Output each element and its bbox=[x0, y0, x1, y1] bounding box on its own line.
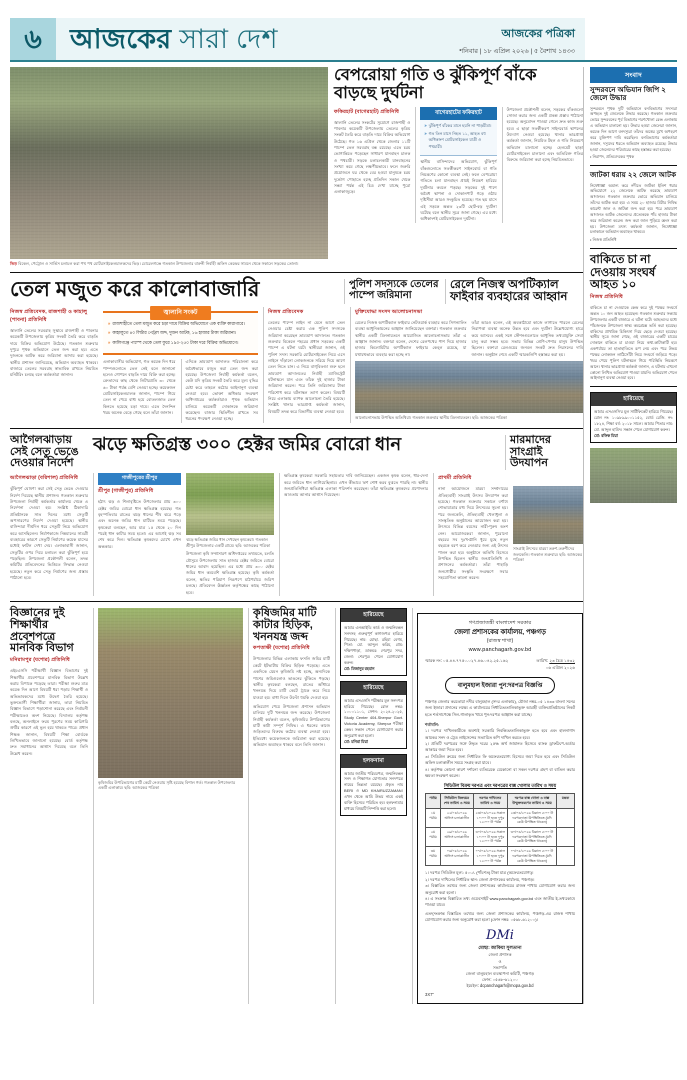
notice-table bbox=[425, 793, 575, 866]
notice-closing: এতদ্‌সংক্রান্ত বিস্তারিত তথ্যের জন্য জেলা প্রশাসকের কার্যালয়, পঞ্চগড়-এর রাজস্ব শাখায় যোগাযোগ করার জন্য অনুরোধ করা হলো (ফোন নম্বর: ০৫৬৮-৬১২০০)। bbox=[425, 910, 575, 923]
classified-header: হারিয়েছে bbox=[341, 609, 406, 622]
condition-text: সিডিউল ক্রয়ের জন্য নির্ধারিত ফি অফেরতযোগ্য হিসেবে জমা দিতে হবে এবং সিডিউল অফিস চলাকালীন সময়ে সংগ্রহ করা যাবে। bbox=[425, 753, 575, 766]
sidebar-story-1-bullet: • নিরাপদ, প্রতিবেদকের পৃথক bbox=[590, 154, 635, 160]
middle-row-section bbox=[10, 435, 583, 596]
rail-col bbox=[350, 307, 583, 423]
notice-footer bbox=[425, 992, 575, 997]
masthead-title-light: সারা দেশ bbox=[179, 23, 278, 54]
cell-phase: ১ম পর্যায় bbox=[426, 808, 441, 827]
sidebar-bullet-text: নিজস্ব প্রতিনিধি bbox=[592, 237, 617, 243]
paddy-story-body-3: ক্ষতিগ্রস্ত কৃষকেরা সরকারি সহায়তার দাবি জানিয়েছেন। একজন কৃষক বলেন, ধার-দেনা করে জমিতে ধান লাগিয়েছিলাম। এখন কীভাবে ঋণ শোধ করব বুঝতে পারছি না। স্থানীয় জনপ্রতিনিধিরা ক্ষতিগ্রস্ত এলাকা পরিদর্শন করেছেন। তাঁরা ক্ষতিগ্রস্ত কৃষকদের প্রণোদনার আওতায় আনার আশ্বাস দিয়েছেন। bbox=[284, 473, 428, 498]
soil-col-1 bbox=[248, 608, 330, 1004]
soil-story-headline: কৃষিজমির মাটি কাটার হিড়িক, খননযন্ত্র জব্দ bbox=[253, 606, 317, 643]
notice-date-bn: ২৩ চৈত্র ১৪৩২ bbox=[549, 657, 575, 663]
right-sidebar bbox=[583, 67, 677, 1004]
table-row bbox=[426, 828, 575, 847]
top-story-body-1: জ্বালানি তেলের সংকটের সুযোগে রাজশাহী ও পাবনার কয়েকটি উপজেলায় তেলের কৃত্রিম সংকট তৈরি করে বাড়তি দামে বিক্রির অভিযোগ উঠেছে। গত ১৬ এপ্রিল থেকে জেলার ১১টি পাম্পে তেল সরবরাহ বন্ধ রয়েছে। এতে চরম ভোগান্তিতে পড়েছেন সাধারণ যানবাহন চালক ও পথচারী। সড়কে চলাচলকারী যানবাহনের সংখ্যা কমে গেছে লক্ষণীয়ভাবে। ফলে জরুরি প্রয়োজনে ঘর থেকে বের হওয়া মানুষকে চরম দুর্ভোগ পোহাতে হচ্ছে প্রতিদিন সকাল থেকে সন্ধ্যা পর্যন্ত এই চিত্র দেখা যাচ্ছে পুরো এলাকাজুড়ে। bbox=[334, 119, 411, 195]
marma-story-headline: মারমাদের সাংগ্রাই উদযাপন bbox=[510, 433, 551, 470]
cell-submission: ০৭/০৫/২০২৬ সকাল ১০:০০ টা হতে দুপুর ১২:০০ টা পর্যন্ত bbox=[473, 847, 507, 866]
page-number: ৬ bbox=[10, 18, 56, 60]
divider-b bbox=[10, 428, 583, 429]
rail-story-head bbox=[445, 279, 583, 304]
notice-branch: (রাজস্ব শাখা) bbox=[486, 637, 514, 644]
sidebar-divider-1 bbox=[590, 165, 677, 166]
cell-phase: ২য় পর্যায় bbox=[426, 828, 441, 847]
main-columns bbox=[10, 67, 583, 1004]
notice-condition: ১। দরপত্র দাখিলকারীকে অবশ্যই সরকারি নিবন্ধিত/তালিকাভুক্ত হতে হবে এবং হালনাগাদ আয়কর সনদ ও ট্রেড লাইসেন্সের সত্যায়িত কপি দাখিল করতে হবে। bbox=[425, 728, 575, 740]
oil-callout-bullet bbox=[108, 340, 253, 346]
crowd-photo bbox=[10, 67, 328, 259]
top-story-section bbox=[10, 67, 583, 267]
rail-event-photo bbox=[355, 361, 583, 413]
soil-photo-caption: কৃষিজমির উপরিভাগের মাটি কেটে নেওয়ায় সৃষ্টি হয়েছে বিশাল গর্ত। গতকাল উপজেলার একটি এলাকায়। ছবি: আজকের পত্রিকা bbox=[98, 779, 236, 791]
bridge-col bbox=[10, 473, 88, 596]
sidebar-story-2-body: নিষেধাজ্ঞা অমান্য করে নদীতে জাটকা ইলিশ ধরার অভিযোগে ২২ জেলেকে আটক করেছে ভ্রাম্যমাণ আদালত। গতকাল শুক্রবার ভোরে অভিযান চালিয়ে তাঁদের আটক করা হয়। এ সময় ২০ হাজার মিটার নিষিদ্ধ কারেন্ট জাল ও জাটকা জব্দ করা হয়। পরে ভ্রাম্যমাণ আদালত আটক জেলেদের প্রত্যেককে পাঁচ হাজার টাকা করে জরিমানা করেন। জব্দ করা জাল পুড়িয়ে ধ্বংস করা হয়। উপজেলা মৎস্য কর্মকর্তা জানান, নিষেধাজ্ঞা চলাকালে অভিযান অব্যাহত থাকবে। bbox=[590, 182, 677, 235]
table-header-row bbox=[426, 794, 575, 808]
rail-story-body-1: রেলের নিজস্ব অপটিক্যাল ফাইবার নেটওয়ার্ক ব্যবহার করে সিগন্যালিং ব্যবস্থা আধুনিকায়নের আহ্বান জানিয়েছেন বক্তারা। গতকাল শুক্রবার স্থানীয় একটি মিলনায়তনে আয়োজিত আলোচনাসভায় তাঁরা এ আহ্বান জানান। বক্তারা বলেন, দেশের রেলপথের পাশ দিয়ে হাজার হাজার কিলোমিটার অপটিক্যাল ফাইবার কেব্‌ল রয়েছে, যা যথাযথভাবে ব্যবহার করা হচ্ছে না। bbox=[355, 319, 467, 357]
conditions-title: শর্তাবলি: bbox=[425, 721, 440, 727]
bridge-story-byline: আগৈলঝাড়া (বরিশাল) প্রতিনিধি bbox=[10, 475, 79, 482]
classified-header: হলফনামা bbox=[341, 755, 406, 768]
top-story-text-block bbox=[334, 67, 583, 267]
caption-text: বিকেল, পেট্রোল ও সার্ভিস চলাচল করা পথ পথ মোটরসাইকেলচালকদের ভিড়। মোরেলগঞ্জে গতকাল উপজেলার বারুনী নির্বাহী অফিস কেন্দ্রের সামনে থেকে সকালে সড়কের তোলা। bbox=[18, 261, 299, 266]
masthead-brand-block bbox=[459, 18, 585, 60]
marma-col bbox=[433, 473, 583, 596]
th-submission: দরপত্র দাখিলের তারিখ ও সময় bbox=[473, 794, 507, 808]
notice-size-mark: 3X7" bbox=[425, 992, 434, 998]
th-phase: পর্যায় bbox=[426, 794, 441, 808]
marma-head bbox=[505, 435, 583, 471]
police-story-body: তেলের পাম্পে লাইন না মেনে আগে তেল নেওয়ার চেষ্টা করায় এক পুলিশ সদস্যকে জরিমানা করেছেন ভ্রাম্যমাণ আদালত। গতকাল শুক্রবার বিকেলে শহরের প্রধান সড়কের একটি পাম্পে এ ঘটনা ঘটে। স্থানীয়রা জানান, ওই পুলিশ সদস্য সরকারি মোটরসাইকেল নিয়ে এসে লাইনে দাঁড়ানো লোকজনকে সরিয়ে দিয়ে আগে তেল নিতে চান। এ নিয়ে বাগ্‌বিতণ্ডা শুরু হলে ভ্রাম্যমাণ আদালতের নির্বাহী ম্যাজিস্ট্রেট ঘটনাস্থলে যান এবং তাঁকে দুই হাজার টাকা জরিমানা করেন। পরে তিনি জরিমানার টাকা পরিশোধ করে ঘটনাস্থল ত্যাগ করেন। বিষয়টি নিয়ে এলাকায় ব্যাপক আলোচনা তৈরি হয়েছে। সংশ্লিষ্ট থানার ভারপ্রাপ্ত কর্মকর্তা জানান, বিষয়টি তদন্ত করে বিভাগীয় ব্যবস্থা নেওয়া হবে। bbox=[268, 319, 345, 414]
notice-footnote: ৪। এ সংক্রান্ত বিস্তারিত তথ্য ওয়েবসাইট www.panchagarh.gov.bd এবং জাতীয় ই-তথ্যকোষে পাওয়া যাবে। bbox=[425, 895, 576, 908]
top-story-col-3 bbox=[502, 107, 583, 223]
callout-bullet-text: » গত তিন মাসে নিহত ১১, আহত বহু অধিকাংশ মোটরসাইকেল যাত্রী ও পথচারী। bbox=[428, 131, 486, 149]
cell-schedule: ০৬/০৫/২০২৬ অফিস চলাকালীন bbox=[440, 847, 473, 866]
oil-callout-col bbox=[103, 307, 258, 423]
table-row bbox=[426, 808, 575, 827]
notice-condition: ৩। সিডিউল ক্রয়ের জন্য নির্ধারিত ফি অফেরতযোগ্য হিসেবে জমা দিতে হবে এবং সিডিউল অফিস চলাকালীন সময়ে সংগ্রহ করা যাবে। bbox=[425, 753, 575, 766]
callout-header: বাগেরহাটের ফকিরহাট bbox=[420, 109, 496, 120]
th-opening: দরপত্র বাক্স খোলা ও বাক্স উন্মুক্তকরণের তারিখ ও সময় bbox=[507, 794, 556, 808]
science-story-body: এইচএসসি পরীক্ষার্থী বিজ্ঞান বিভাগের দুই শিক্ষার্থীর প্রবেশপত্রে মানবিক বিভাগ উল্লেখ করায় বিপাকে পড়েছে তারা। পরীক্ষা শুরুর মাত্র কয়েক দিন আগে বিষয়টি ধরা পড়ায় শিক্ষার্থী ও অভিভাবকদের মধ্যে উদ্বেগ তৈরি হয়েছে। ভুক্তভোগী শিক্ষার্থীরা জানায়, তারা নিয়মিত বিজ্ঞান বিভাগে পড়াশোনা করেছে এবং নির্বাচনী পরীক্ষাতেও অংশ নিয়েছে। বিদ্যালয় কর্তৃপক্ষ বলছে, অনলাইনে ফরম পূরণের সময় কারিগরি ত্রুটির কারণে এই ভুল হয়ে থাকতে পারে। প্রধান শিক্ষক জানান, বিষয়টি শিক্ষা বোর্ডকে লিখিতভাবে জানানো হয়েছে। বোর্ড কর্তৃপক্ষ দ্রুত সমাধানের আশ্বাস দিয়েছে বলে তিনি উল্লেখ করেন। bbox=[10, 668, 88, 756]
marma-photo-caption: সাংগ্রাই উৎসবে মারমা তরুণ-তরুণীদের জলকেলি। গতকাল শুক্রবার। ছবি: আজকের পত্রিকা bbox=[513, 546, 583, 563]
top-story-col-1 bbox=[334, 107, 410, 223]
soil-pit-photo bbox=[98, 608, 243, 778]
soil-story-body-2: অভিযোগ পেয়ে উপজেলা প্রশাসন অভিযান চালিয়ে দুটি খননযন্ত্র জব্দ করেছে। উপজেলা নির্বাহী কর্মকর্তা বলেন, কৃষিজমির উপরিভাগের মাটি কাটা সম্পূর্ণ নিষিদ্ধ। এ ধরনের কাজে জড়িতদের বিরুদ্ধে কঠোর ব্যবস্থা নেওয়া হবে। ইতিমধ্যে কয়েকজনকে জরিমানা করা হয়েছে। অভিযান অব্যাহত থাকবে বলে তিনি জানান। bbox=[253, 703, 330, 747]
oil-story-body-2: এলাকাবাসীর অভিযোগ, গত কয়েক দিন ধরে পাম্পগুলোতে তেল নেই বলে জানানো হলেও গোপনে বাড়তি দামে বিক্রি করা হচ্ছে। ক্রেতাদের কাছ থেকে লিটারপ্রতি ৩০ থেকে ৬০ টাকা পর্যন্ত বেশি নেওয়া হচ্ছে। কয়েকজন মোটরসাইকেলচালক জানান, পাম্পে গিয়ে তেল না পেয়ে বাধ্য হয়ে বোতলজাত তেল কিনতে হয়েছে চড়া দামে। এতে দৈনন্দিন খরচ অনেক বেড়ে গেছে বলে তাঁরা জানান। bbox=[103, 359, 176, 415]
paddy-col-3 bbox=[279, 473, 428, 596]
oil-story-byline: নিজস্ব প্রতিবেদক, রাজশাহী ও কাহালু (পাবনা) প্রতিনিধি bbox=[10, 308, 88, 323]
notice-meta bbox=[425, 658, 575, 672]
top-story-columns bbox=[334, 107, 583, 223]
callout-bullet-text: » ঝুঁকিপূর্ণ বাঁকের মানে হয়নি না পাড়চীমা। bbox=[428, 122, 492, 128]
sidebar-classified-body: আমার এসএসসি'র মূল সার্টিফিকেট হারিয়ে গিয়েছে। রোল নং: ১০৯৮৯৯০০১১৫২, বোর্ড রেজি. নং: ১৮২৪, শিক্ষা বর্ষ: ২০১৮ সালে। আমার পিতার নাম: মো. আব্দুল হামিদ। সন্ধান পেলে যোগাযোগ করুন। bbox=[594, 409, 673, 432]
issue-date: শনিবার | ১৮ এপ্রিল ২০২৬ | ৫ বৈশাখ ১৪৩৩ bbox=[459, 48, 575, 55]
notice-footnote: ১। দরপত্র সিডিউল মূল্য: ৫০০/- (পাঁচশত) টাকা মাত্র (অফেরতযোগ্য)। bbox=[425, 870, 534, 876]
th-schedule: সিডিউল বিক্রয়ের শেষ তারিখ ও সময় bbox=[440, 794, 473, 808]
masthead-title-wrap bbox=[56, 18, 459, 60]
soil-story-byline: কপতাক্ষী (যশোর) প্রতিনিধি bbox=[253, 645, 310, 652]
date-label: তারিখ: bbox=[536, 657, 549, 663]
science-story-headline: বিজ্ঞানের দুই শিক্ষার্থীর প্রবেশপত্রে মানবিক বিভাগ bbox=[10, 606, 74, 655]
condition-text: প্রতিটি দরপত্রের সঙ্গে উদ্ধৃত দরের ২৫% অর্থ জামানত হিসেবে ব্যাংক ড্রাফট/পে-অর্ডার আকারে জমা দিতে হবে। bbox=[425, 741, 575, 753]
bridge-story-headline: আগৈলঝাড়ায় সেই সেতু ভেঙে দেওয়ার নির্দেশ bbox=[10, 433, 79, 470]
condition-text: কর্তৃপক্ষ কোনো কারণ দর্শানো ব্যতিরেকে যেকোনো বা সকল দরপত্র গ্রহণ বা বাতিল করার ক্ষমতা সংরক্ষণ করেন। bbox=[425, 766, 575, 779]
caption-tag: ভিড় bbox=[10, 261, 17, 266]
page-content bbox=[10, 67, 677, 1004]
signature-role-3: জেলা বালুমহাল ব্যবস্থাপনা কমিটি, পঞ্চগড় bbox=[465, 970, 535, 976]
notice-memo bbox=[425, 658, 508, 672]
signature-phone: ফোন: ০৫৬৮-৬১২০০ bbox=[482, 977, 518, 983]
notice-date-en: ০৬ এপ্রিল ২০২৬ bbox=[545, 664, 575, 670]
government-notice bbox=[417, 613, 583, 1004]
bottom-row bbox=[10, 608, 583, 1004]
cell-opening: ২৩/০৪/২০২৬ বিকাল ৫:০০ টা দরপত্রদাতা উপস্থিতিতে (যদি কেউ উপস্থিত থাকেন) bbox=[507, 808, 556, 827]
marma-event-photo bbox=[513, 486, 583, 544]
oil-callout-header: জ্বালানি সংকট bbox=[150, 306, 212, 320]
classifieds-col bbox=[335, 608, 407, 1004]
paddy-story-headline: ঝড়ে ক্ষতিগ্রস্ত ৩০০ হেক্টর জমির বোরো ধান bbox=[93, 433, 402, 454]
notice-condition: ২। প্রতিটি দরপত্রের সঙ্গে উদ্ধৃত দরের ২৫% অর্থ জামানত হিসেবে ব্যাংক ড্রাফট/পে-অর্ডার আকারে জমা দিতে হবে। bbox=[425, 741, 575, 753]
oil-story-columns bbox=[10, 307, 583, 423]
oil-bullet-text: » কাহালুতে ৪০ লিটার পেট্রল জব্দ, দুজন আটক, ১৬ হাজার টাকা জরিমানা। bbox=[112, 330, 237, 336]
rail-story-headline: রেলে নিজস্ব অপটিক্যাল ফাইবার ব্যবহারের আহ্বান bbox=[450, 278, 568, 304]
oil-callout-bullet bbox=[108, 330, 253, 336]
signature-and: ও bbox=[498, 958, 502, 964]
classified-contact: মো: মিজানুর রহমান bbox=[344, 665, 375, 671]
police-story-head bbox=[344, 279, 440, 304]
paddy-story-body-2: উপজেলা কৃষি সম্প্রসারণ অধিদপ্তরের তথ্যমতে, চলতি মৌসুমে উপজেলায় সাত হাজার হেক্টর জমিতে বোরো ধানের আবাদ হয়েছিল। এর মধ্যে প্রায় ৩০০ হেক্টর জমির ধান কমবেশি ক্ষতিগ্রস্ত হয়েছে। কৃষি কর্মকর্তা বলেন, ক্ষতির পরিমাণ নিরূপণে মাঠপর্যায়ে জরিপ চলছে। প্রতিবেদন ঊর্ধ্বতন কর্তৃপক্ষের কাছে পাঠানো হবে। bbox=[186, 551, 274, 595]
top-story-caption bbox=[10, 261, 328, 267]
science-story-byline: মনিরামপুর (যশোর) প্রতিনিধি bbox=[10, 657, 70, 664]
middle-body-row bbox=[10, 473, 583, 596]
classified-body: আমার এসএসসি পরীক্ষার মূল সনদপত্র হারিয়ে গিয়েছে। রোল নম্বর: ১০০০১১০১, সেশন: ২০২৪-২০২৫, Study Center 404-Sherpur Govt. Victoria Academy, Sherpur পরীক্ষা কেন্দ্র। সন্ধান পেলে যোগাযোগ করার অনুরোধ করা হলো। bbox=[344, 697, 403, 738]
police-story-headline: পুলিশ সদস্যকে তেলের পাম্পে জরিমানা bbox=[349, 278, 439, 301]
top-story-callout bbox=[420, 107, 496, 157]
oil-bullet-text: » রাজশাহীতে তেল মজুত করে চড়া দামে বিক্রির অভিযোগে এক ব্যক্তি কারাগারে। bbox=[112, 320, 245, 326]
callout-bullet bbox=[424, 123, 492, 129]
rail-photo-caption: আলোচনাসভায় উপস্থিত অতিথিরা। গতকাল শুক্রবার স্থানীয় মিলনায়তনে। ছবি: আজকের পত্রিকা bbox=[355, 414, 507, 420]
middle-head-row bbox=[10, 435, 583, 471]
cell-submission: ৩০/০৪/২০২৬ সকাল ১০:০০ টা হতে দুপুর ১২:০০ টা পর্যন্ত bbox=[473, 828, 507, 847]
science-col bbox=[10, 608, 88, 1004]
callout-bullet bbox=[424, 131, 492, 149]
notice-table-title: সিডিউল বিক্রয় দরপত্র এবং দরপত্রের বাক্স খোলার তারিখ ও সময় bbox=[443, 783, 557, 789]
paddy-head bbox=[93, 435, 500, 471]
classified-body: আমার জাতীয় পরিচয়পত্র, জন্মনিবন্ধন সনদ ও শিক্ষাগত যোগ্যতার সনদপত্রে নামের ভিন্নতা রয়েছে। প্রকৃত নাম BERI ও MD KHAIRUZZAMAN। এখন থেকে আমি উভয় নামে একই ব্যক্তি হিসেবে পরিচিত হব। হলফনামার মাধ্যমে বিষয়টি নিষ্পত্তি করা হলো। bbox=[344, 770, 403, 811]
tea-story-body: বাকিতে চা না দেওয়াকে কেন্দ্র করে দুই পক্ষের সংঘর্ষে অন্তত ১০ জন আহত হয়েছেন। গতকাল শুক্রবার সন্ধ্যায় উপজেলার একটি বাজারে এ ঘটনা ঘটে। আহতদের মধ্যে পাঁচজনকে উপজেলা স্বাস্থ্য কমপ্লেক্সে ভর্তি করা হয়েছে। বাকিদের প্রাথমিক চিকিৎসা দিয়ে ছেড়ে দেওয়া হয়েছে। স্থানীয় সূত্রে জানা গেছে, ওই বাজারের একটি চায়ের দোকানে বাকিতে চা চাওয়া নিয়ে কথা-কাটাকাটি হয়। একপর্যায়ে তা হাতাহাতিতে রূপ নেয় এবং পরে উভয় পক্ষের লোকজন লাঠিসোঁটা নিয়ে সংঘর্ষে জড়িয়ে পড়ে। খবর পেয়ে পুলিশ ঘটনাস্থলে গিয়ে পরিস্থিতি নিয়ন্ত্রণে আনে। থানার ভারপ্রাপ্ত কর্মকর্তা জানান, এ ঘটনায় এখনো কোনো লিখিত অভিযোগ পাওয়া যায়নি। অভিযোগ পেলে আইনানুগ ব্যবস্থা নেওয়া হবে। bbox=[590, 305, 677, 381]
marma-story-byline: প্রাথমী প্রতিনিধি bbox=[438, 475, 472, 482]
top-story-body-3: উপজেলা প্রকৌশলী বলেন, সড়কের বাঁকগুলো সোজা করার জন্য একটি প্রকল্প প্রস্তাব পাঠানো হয়েছে। অনুমোদন পাওয়া গেলে দ্রুত কাজ শুরু হবে। এ ছাড়া সতর্কীকরণ সাইনবোর্ড স্থাপনের উদ্যোগ নেওয়া হয়েছে। থানার ভারপ্রাপ্ত কর্মকর্তা জানান, নিয়মিত টহল ও গতি নিয়ন্ত্রণে অভিযান চালানো হচ্ছে। হেলমেট ছাড়া মোটরসাইকেল চালানো এবং অতিরিক্ত গতির বিরুদ্ধে জরিমানা করা হচ্ছে নিয়মিতভাবে। bbox=[506, 106, 583, 163]
oil-bullet-text: » কালিগঞ্জে পাম্পে থেকে তেল ফুরে ১৯০-২৫০ টাকা দরে বিক্রির অভিযোগে। bbox=[112, 339, 239, 345]
paddy-story-body-1: হঠাৎ ঝড় ও শিলাবৃষ্টিতে উপজেলার প্রায় ৩০০ হেক্টর জমির বোরো ধান ক্ষতিগ্রস্ত হয়েছে। গত বৃহস্পতিবার রাতের ঝড়ে ধানের শীষ ঝরে পড়ে এবং অনেক জমির ধান মাটিতে শুয়ে পড়েছে। কৃষকেরা বলছেন, আর মাত্র ১৫ থেকে ২০ দিন পরেই ধান কাটার সময় হতো। এর আগেই ঝড় সব শেষ করে দিল। ক্ষতিগ্রস্ত কৃষকদের চোখে এখন অন্ধকার। bbox=[98, 499, 181, 549]
cell-opening: ৩০/০৪/২০২৬ বিকাল ৫:০০ টা দরপত্রদাতা উপস্থিতিতে (যদি কেউ উপস্থিত থাকেন) bbox=[507, 828, 556, 847]
memo-number: ০৫.৪৪.৭৭৫০.০২৭.৪৬.০৪২.২৫.১৬২ bbox=[443, 657, 509, 663]
top-story-col-2 bbox=[415, 107, 496, 223]
footnote-text: এ সংক্রান্ত বিস্তারিত তথ্য ওয়েবসাইট www.panchagarh.gov.bd এবং জাতীয় ই-তথ্যকোষে পাওয়া যাবে। bbox=[425, 895, 576, 908]
signature-image: ⅮⅯⅰ​ bbox=[486, 928, 514, 944]
notice-title: বালুমহাল ইজারা পুন:দরপত্র বিজ্ঞপ্তি bbox=[445, 677, 556, 694]
notice-col bbox=[412, 608, 583, 1004]
notice-date-block bbox=[536, 658, 575, 672]
oil-story-headrow bbox=[10, 279, 583, 304]
paddy-col-1 bbox=[93, 473, 181, 596]
signature-name: মোছা: জাকিয়া সুলতানা bbox=[478, 945, 522, 951]
soil-story-body-1: উপজেলার বিভিন্ন এলাকায় ফসলি জমির মাটি কেটে ইটভাটায় বিক্রির হিড়িক পড়েছে। এতে একদিকে যেমন কৃষিজমি নষ্ট হচ্ছে, অন্যদিকে পাশের জমিগুলোও ভাঙনের ঝুঁকিতে পড়ছে। স্থানীয় কৃষকেরা বলছেন, রাতের আঁধারে খননযন্ত্র দিয়ে মাটি কেটে ট্রাকে করে নিয়ে যাওয়া হয়। বাধা দিলে উল্টো হুমকি দেওয়া হয়। bbox=[253, 656, 330, 700]
top-story-body-2: স্থানীয় বাসিন্দাদের অভিযোগ, ঝুঁকিপূর্ণ বাঁকগুলোতে সতর্কীকরণ সাইনবোর্ড বা গতি নিয়ন্ত্রণের কোনো ব্যবস্থা নেই। ফলে বেপরোয়া গতিতে চলা যানবাহন প্রায়ই নিয়ন্ত্রণ হারিয়ে দুর্ঘটনার কবলে পড়ছে। সড়কের দুই পাশে অবৈধ স্থাপনা ও দোকানপাট গড়ে ওঠায় দৃষ্টিসীমা আরও সংকুচিত হয়েছে। গত ছয় মাসে এই সড়কে অন্তত ২৩টি ছোট-বড় দুর্ঘটনা ঘটেছে বলে স্থানীয় সূত্রে জানা গেছে। এর মধ্যে অধিকাংশই মোটরসাইকেল দুর্ঘটনা। bbox=[420, 159, 497, 222]
tea-story-headline: বাকিতে চা না দেওয়ায় সংঘর্ষ আহত ১০ bbox=[590, 254, 656, 292]
bottom-row-section bbox=[10, 608, 583, 1004]
sidebar-story-1-body: সুন্দরবনে পৃথক দুটি অভিযানে বনবিভাগের সদস্যরা অপহৃত দুই জেলেকে উদ্ধার করেছে। গতকাল শুক্রবার ভোরে সুন্দরবনের পূর্ব বিভাগের শরণখোলা রেঞ্জ এলাকায় এ অভিযান চালানো হয়। উদ্ধার হওয়া জেলেরা জানান, কয়েক দিন আগে বনদস্যুরা তাঁদের অস্ত্রের মুখে অপহরণ করে মুক্তিপণ দাবি করেছিল। বনবিভাগের কর্মকর্তারা জানান, দস্যুদের ধরতে অভিযান অব্যাহত রয়েছে। উদ্ধার হওয়া জেলেদের পরিবারের কাছে হস্তান্তর করা হয়েছে। bbox=[590, 105, 677, 152]
oil-story-body-1: জ্বালানি তেলের সরবরাহ সুস্থাবে রাজশাহী ও পাবনার কয়েকটি উপজেলায় কৃত্রিম সংকট তৈরি করে বাড়তি দামে বিক্রির অভিযোগ উঠেছে। গতকাল শুক্রবার দুপুরে পৃথক অভিযানে তেল জব্দ করা হয়। এতে দুজনকে আটক করে জরিমানা আদায় করা হয়েছে। স্থানীয় প্রশাসন জানিয়েছে, অভিযান অব্যাহত থাকবে। বাজারে তেলের সরবরাহ স্বাভাবিক রাখতে নিয়মিত মনিটরিং চলছে বলে কর্মকর্তারা জানান। bbox=[10, 327, 98, 378]
rail-story-body-2: তাঁরা আরও বলেন, এই অবকাঠামো কাজে লাগাতে পারলে রেলের নিরাপত্তা ব্যবস্থা অনেক উন্নত হবে এবং দুর্ঘটনা উল্লেখযোগ্য হারে কমে আসবে। একই সঙ্গে স্টেশনগুলোতে আধুনিক তথ্যপ্রযুক্তি সেবা চালু করা সম্ভব হবে। সভায় বিভিন্ন শ্রেণি-পেশার মানুষ উপস্থিত ছিলেন। বক্তারা রেলওয়ের জনবল সংকট দ্রুত নিরসনের দাবি জানান। অনুষ্ঠান শেষে একটি স্মারকলিপি হস্তান্তর করা হয়। bbox=[471, 319, 583, 357]
oil-story-body-3: এদিকে ভ্রাম্যমাণ আদালত পরিচালনা করে অবৈধভাবে মজুত করা তেল জব্দ করা হয়েছে। উপজেলা নির্বাহী কর্মকর্তা বলেন, কেউ যদি কৃত্রিম সংকট তৈরি করে মূল্য বৃদ্ধির চেষ্টা করে তাহলে কঠোর আইনানুগ ব্যবস্থা নেওয়া হবে। ভোক্তা অধিকার সংরক্ষণ অধিদপ্তরের কর্মকর্তারাও পৃথক অভিযান চালিয়ে কয়েকটি দোকানকে জরিমানা করেছেন। বাজার স্থিতিশীল রাখতে সব ধরনের পদক্ষেপ নেওয়া হচ্ছে। bbox=[181, 359, 259, 422]
divider-c bbox=[10, 601, 583, 602]
bridge-story-body: ঝুঁকিপূর্ণ ঘোষণা করা সেই সেতু ভেঙে দেওয়ার নির্দেশ দিয়েছে স্থানীয় প্রশাসন। গতকাল শুক্রবার উপজেলা নির্বাহী কর্মকর্তার কার্যালয় থেকে এ নির্দেশনা দেওয়া হয়। সংশ্লিষ্ট ঠিকাদারি প্রতিষ্ঠানকে সাত দিনের মধ্যে সেতুটি অপসারণের নির্দেশ দেওয়া হয়েছে। স্থানীয় বাসিন্দারা দীর্ঘদিন ধরে সেতুটি নিয়ে অভিযোগ করে আসছিলেন। নির্মাণকাজে নিম্নমানের সামগ্রী ব্যবহারের কারণে সেতুটি নির্মাণের কয়েক মাসের মধ্যেই ফাটল দেখা দেয়। এলাকাবাসী জানান, সেতুটির ওপর দিয়ে চলাচল করা ঝুঁকিপূর্ণ হয়ে পড়েছিল। উপজেলা প্রকৌশলী বলেন, তদন্ত কমিটির প্রতিবেদনের ভিত্তিতে সিদ্ধান্ত নেওয়া হয়েছে। নতুন করে সেতু নির্মাণের জন্য প্রস্তাব পাঠানো হবে। bbox=[10, 486, 88, 581]
cell-remarks bbox=[557, 847, 575, 866]
oil-story-headline: তেল মজুত করে কালোবাজারি bbox=[10, 277, 260, 301]
sidebar-divider-2 bbox=[590, 248, 677, 249]
bridge-head bbox=[10, 435, 88, 471]
sidebar-classified-ad bbox=[590, 392, 677, 442]
side-headlines bbox=[344, 279, 583, 304]
table-row bbox=[426, 847, 575, 866]
sidebar-divider-3 bbox=[590, 386, 677, 387]
police-story-byline: নিজস্ব প্রতিবেদক bbox=[268, 308, 304, 315]
cell-phase: ৩য় পর্যায় bbox=[426, 847, 441, 866]
oil-callout-bullet bbox=[108, 321, 253, 327]
classified-contact: মো: মনিরা মিয়া bbox=[344, 738, 368, 744]
sidebar-classified-header: হারিয়েছে bbox=[591, 393, 676, 406]
brand-name: আজকের পত্রিকা bbox=[501, 28, 575, 40]
memo-label: স্মারক নং: bbox=[425, 657, 442, 663]
marma-story-body: নানা আয়োজনে মারমা সম্প্রদায়ের ঐতিহ্যবাহী সাংগ্রাই উৎসব উদযাপন করা হয়েছে। গতকাল শুক্রবার সকালে বর্ণাঢ্য শোভাযাত্রার মধ্য দিয়ে উৎসবের সূচনা হয়। পরে জলকেলি, ঐতিহ্যবাহী খেলাধুলা ও সাংস্কৃতিক অনুষ্ঠানের আয়োজন করা হয়। উৎসবে বিভিন্ন বয়সের নারী-পুরুষ অংশ নেন। আয়োজকেরা জানান, পুরোনো বছরের সব দুঃখ-গ্লানি ধুয়ে মুছে নতুন বছরকে বরণ করে নেওয়ার জন্য এই উৎসব পালন করা হয়। অনুষ্ঠানে অতিথি হিসেবে উপস্থিত ছিলেন স্থানীয় জনপ্রতিনিধি ও প্রশাসনের কর্মকর্তারা। তাঁরা পাহাড়ি জনগোষ্ঠীর সংস্কৃতি সংরক্ষণে সবার সহযোগিতা কামনা করেন। bbox=[438, 486, 508, 581]
notice-website[interactable]: www.panchagarh.gov.bd bbox=[468, 646, 532, 653]
cell-schedule: ২৯/০৪/২০২৬ অফিস চলাকালীন bbox=[440, 828, 473, 847]
tea-story-byline: নিজস্ব প্রতিনিধি bbox=[590, 294, 623, 301]
top-story-byline: ফকিরহাট (বাগেরহাট) প্রতিনিধি bbox=[334, 108, 399, 115]
notice-footnote: ৩। বিস্তারিত তথ্যের জন্য জেলা প্রশাসকের কার্যালয়ের রাজস্ব শাখায় যোগাযোগ করার জন্য অনুরোধ করা হলো। bbox=[425, 883, 575, 895]
notice-footnote: ২। দরপত্র দাখিলের নির্ধারিত স্থান: জেলা প্রশাসকের কার্যালয়, পঞ্চগড়। bbox=[425, 876, 535, 882]
footnote-text: বিস্তারিত তথ্যের জন্য জেলা প্রশাসকের কার্যালয়ের রাজস্ব শাখায় যোগাযোগ করার জন্য অনুরোধ করা হলো। bbox=[425, 883, 575, 895]
footnote-text: দরপত্র দাখিলের নির্ধারিত স্থান: জেলা প্রশাসকের কার্যালয়, পঞ্চগড়। bbox=[430, 876, 535, 882]
condition-text: দরপত্র দাখিলকারীকে অবশ্যই সরকারি নিবন্ধিত/তালিকাভুক্ত হতে হবে এবং হালনাগাদ আয়কর সনদ ও ট্রেড লাইসেন্সের সত্যায়িত কপি দাখিল করতে হবে। bbox=[425, 728, 575, 740]
sidebar-section-header: সংবাদ bbox=[590, 67, 677, 83]
police-col bbox=[263, 307, 345, 423]
th-remarks: মন্তব্য bbox=[557, 794, 575, 808]
signature-email[interactable]: ইমেইল: dcpanchagarh@mopa.gov.bd bbox=[466, 983, 534, 989]
top-story-headline: বেপরোয়া গতি ও ঝুঁকিপূর্ণ বাঁকে বাড়ছে দুর্ঘটনা bbox=[334, 66, 537, 102]
cell-remarks bbox=[557, 828, 575, 847]
masthead-spacer bbox=[585, 18, 677, 60]
notice-intro: পঞ্চগড় জেলার করতোয়া নদীর বালুমহাল (সদর এলাকায়), মৌজা নম্বর-০৫ ১৪৩৩ বাংলা সনের জন্য ইজারা প্রদানের লক্ষ্যে এ কার্যালয়ের নির্ধারিত/তালিকাভুক্ত আগ্রহী ব্যক্তি/প্রতিষ্ঠানের নিকট হতে শর্তসাপেক্ষে সিল-গালাকৃত খামে পুন:দরপত্র আহ্বান করা যাচ্ছে। bbox=[425, 698, 575, 717]
sidebar-story-1-headline: সুন্দরবনে অভিযান জিপি ২ জেলে উদ্ধার bbox=[590, 85, 666, 103]
notice-office: জেলা প্রশাসকের কার্যালয়, পঞ্চগড় bbox=[454, 628, 546, 636]
classified-ad bbox=[340, 608, 407, 676]
sidebar-story-2-headline: জাটকা ধরায় ২২ জেলে আটক bbox=[590, 170, 677, 180]
paddy-col-2 bbox=[186, 473, 274, 596]
paddy-story-tag: গাজীপুরের শ্রীপুর bbox=[98, 473, 181, 485]
divider-a bbox=[10, 272, 583, 273]
cell-schedule: ২২/০৪/২০২৬ অফিস চলাকালীন bbox=[440, 808, 473, 827]
oil-callout bbox=[103, 311, 258, 355]
classified-body: আমার এনআইডি কার্ড ও জন্মনিবন্ধন সনদসহ গুরুত্বপূর্ণ কাগজপত্র হারিয়ে গিয়েছে। নাম: মোছা. রহিমা বেগম, পিতা: মো. আব্দুল করিম, গ্রাম: দক্ষিণপাড়া, ডাকঘর: শেরপুর সদর, জেলা: শেরপুর। পেলে যোগাযোগ করুন। bbox=[344, 624, 403, 665]
sidebar-bullet-text: নিরাপদ, প্রতিবেদকের পৃথক bbox=[592, 154, 635, 160]
signature-block bbox=[425, 929, 575, 989]
notice-gov-line: গণপ্রজাতন্ত্রী বাংলাদেশ সরকার bbox=[468, 619, 532, 626]
notice-condition: ৪। কর্তৃপক্ষ কোনো কারণ দর্শানো ব্যতিরেকে যেকোনো বা সকল দরপত্র গ্রহণ বা বাতিল করার ক্ষমতা সংরক্ষণ করেন। bbox=[425, 766, 575, 779]
cell-remarks bbox=[557, 808, 575, 827]
sidebar-classified-contact: মো: রফিক মিয়া bbox=[594, 432, 618, 438]
oil-col-1 bbox=[10, 307, 98, 423]
paddy-story-byline: শ্রীপুর (গাজীপুর) প্রতিনিধি bbox=[98, 488, 154, 495]
classified-ad bbox=[340, 681, 407, 749]
sidebar-story-2-bullet: • নিজস্ব প্রতিনিধি bbox=[590, 237, 617, 243]
soil-photo-col bbox=[93, 608, 243, 1004]
classified-header: হারিয়েছে bbox=[341, 682, 406, 695]
signature-role-1: জেলা প্রশাসক bbox=[488, 952, 512, 958]
signature-role-2: সভাপতি bbox=[493, 964, 507, 970]
classified-ad bbox=[340, 754, 407, 816]
sidebar-photo bbox=[590, 448, 677, 503]
top-story-photo-block bbox=[10, 67, 328, 267]
page-title bbox=[70, 23, 278, 54]
notice-conditions-wrap bbox=[425, 722, 575, 780]
notice-footnotes bbox=[425, 870, 575, 923]
oil-story-section bbox=[10, 279, 583, 423]
cell-opening: ০৭/০৫/২০২৬ বিকাল ৫:০০ টা দরপত্রদাতা উপস্থিতিতে (যদি কেউ উপস্থিত থাকেন) bbox=[507, 847, 556, 866]
rail-story-byline: মুক্তিযোদ্ধা সংসদ আলোচনাসভা bbox=[355, 308, 423, 315]
masthead bbox=[10, 18, 677, 62]
paddy-photo-caption: ঝড়ে ক্ষতিগ্রস্ত জমির ধান দেখছেন কৃষকেরা। গতকাল শ্রীপুর উপজেলার একটি গ্রামে। ছবি: আজকের পত্রিকা bbox=[186, 537, 271, 548]
paddy-field-photo bbox=[186, 473, 274, 535]
footnote-text: দরপত্র সিডিউল মূল্য: ৫০০/- (পাঁচশত) টাকা মাত্র (অফেরতযোগ্য)। bbox=[430, 870, 534, 876]
masthead-title-bold: আজকের bbox=[70, 23, 172, 54]
cell-submission: ২৩/০৪/২০২৬ সকাল ১০:০০ টা হতে দুপুর ১২:০০ টা পর্যন্ত bbox=[473, 808, 507, 827]
